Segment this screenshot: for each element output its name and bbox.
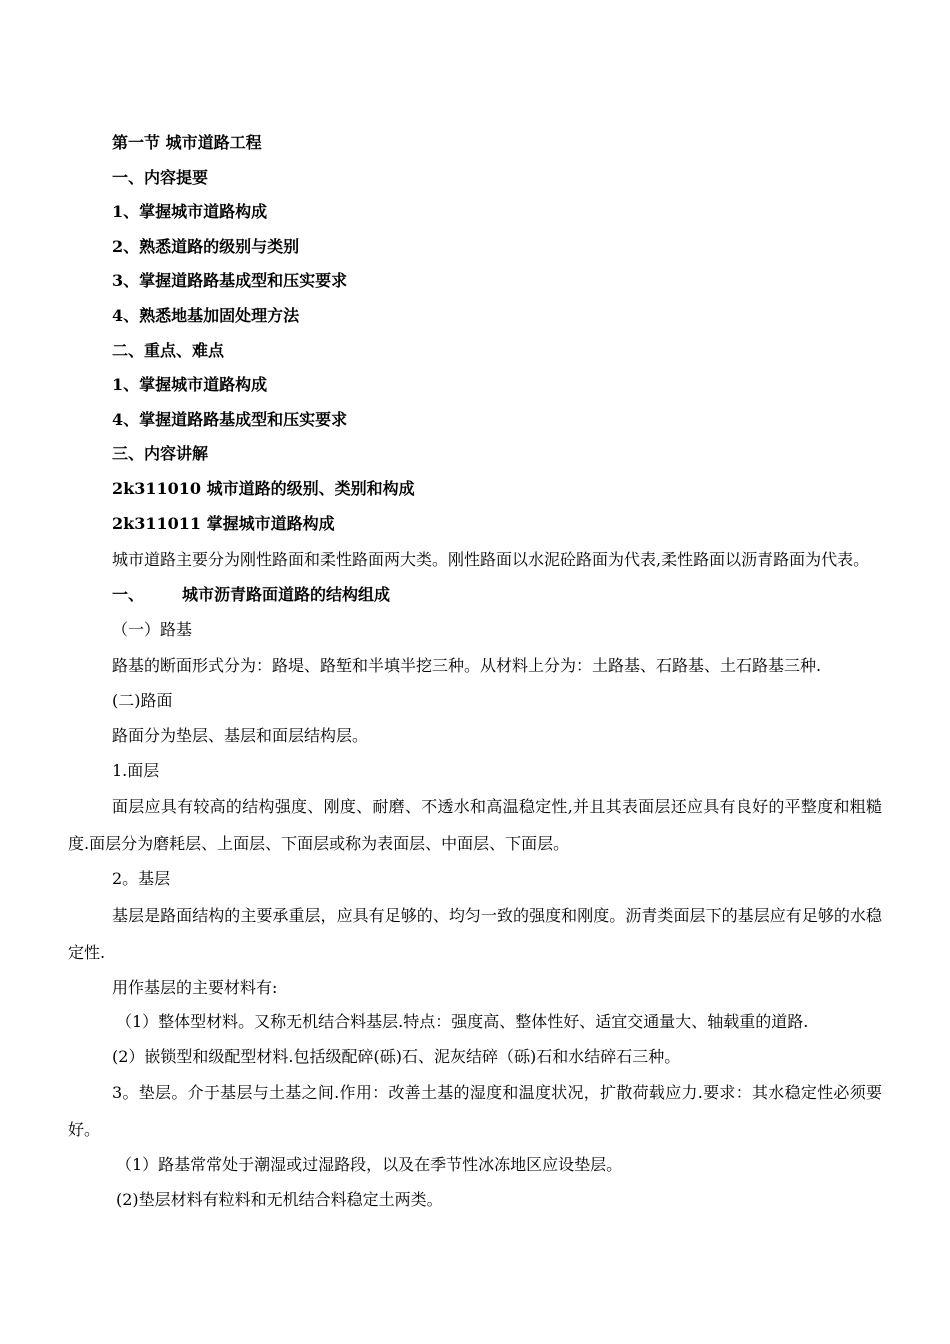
paragraph-pavement-layers: 路面分为垫层、基层和面层结构层。 [112,725,369,745]
summary-item-1: 1、掌握城市道路构成 [112,202,268,222]
key-point-4: 4、掌握道路路基成型和压实要求 [112,409,348,429]
subheading-surface-layer: 1.面层 [112,760,160,780]
paragraph-subgrade: 路基的断面形式分为：路堤、路堑和半填半挖三种。从材料上分为：土路基、石路基、土石路基三种. [112,656,822,676]
list-item-cushion-1: （1）路基常常处于潮湿或过湿路段，以及在季节性冰冻地区应设垫层。 [116,1155,623,1175]
list-item-interlock-material: (2）嵌锁型和级配型材料.包括级配碎(砾)石、泥灰结碎（砾)石和水结碎石三种。 [112,1046,681,1066]
list-item-cushion-2: (2)垫层材料有粒料和无机结合料稳定土两类。 [116,1190,443,1210]
heading-key-points: 二、重点、难点 [112,340,225,360]
heading-text: 城市沥青路面道路的结构组成 [182,585,391,605]
paragraph-base-layer: 基层是路面结构的主要承重层，应具有足够的、均匀一致的强度和刚度。沥青类面层下的基层应有足够的水稳定性. [68,905,882,962]
summary-item-3: 3、掌握道路路基成型和压实要求 [112,271,348,291]
subheading-subgrade: （一）路基 [112,619,193,639]
subheading-base-layer: 2。基层 [112,869,171,889]
paragraph-base-materials: 用作基层的主要材料有: [112,977,278,997]
key-point-1: 1、掌握城市道路构成 [112,375,268,395]
code-heading-2k311010: 2k311010 城市道路的级别、类别和构成 [112,478,415,498]
heading-content-explanation: 三、内容讲解 [112,444,209,464]
heading-number: 一、 [112,585,145,605]
paragraph-surface-layer: 面层应具有较高的结构强度、刚度、耐磨、不透水和高温稳定性,并且其表面层还应具有良好的平整度和粗糙度.面层分为磨耗层、上面层、下面层或称为表面层、中面层、下面层。 [68,797,882,854]
subheading-pavement: (二)路面 [112,691,173,711]
summary-item-4: 4、熟悉地基加固处理方法 [112,305,300,325]
section-title: 第一节 城市道路工程 [112,133,262,152]
paragraph-cushion-layer: 3。垫层。介于基层与土基之间.作用：改善土基的湿度和温度状况，扩散荷载应力.要求：其水稳定性必须要好。 [68,1083,882,1140]
paragraph-road-types: 城市道路主要分为刚性路面和柔性路面两大类。刚性路面以水泥砼路面为代表,柔性路面以沥青路面为代表。 [112,550,870,570]
list-item-integral-material: （1）整体型材料。又称无机结合料基层.特点：强度高、整体性好、适宜交通量大、轴载重的道路. [116,1012,809,1032]
document-page [68,126,882,1218]
heading-content-summary: 一、内容提要 [112,167,209,187]
heading-asphalt-structure [68,578,882,613]
code-heading-2k311011: 2k311011 掌握城市道路构成 [112,513,335,533]
summary-item-2: 2、熟悉道路的级别与类别 [112,236,300,256]
